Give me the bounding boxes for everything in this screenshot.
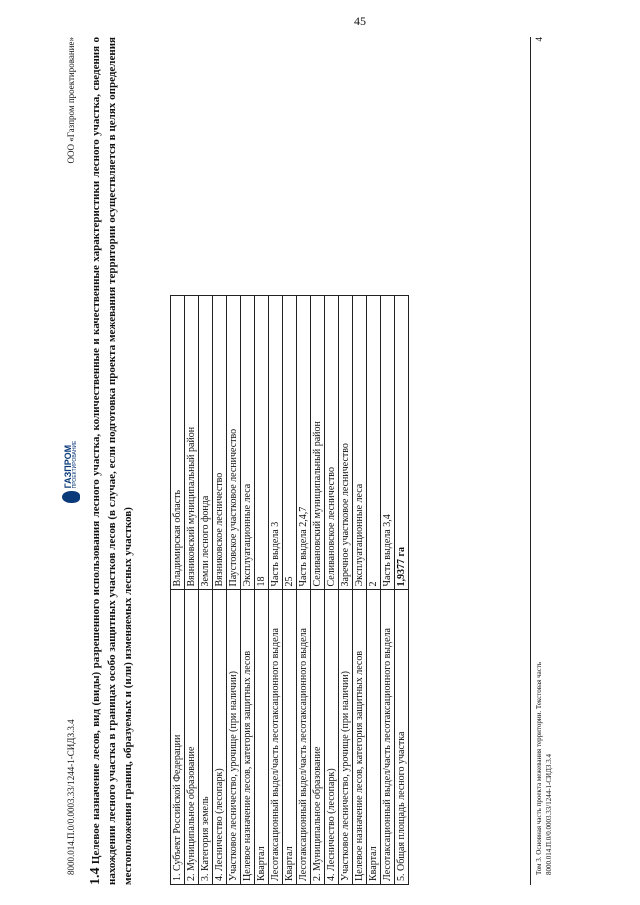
row-value: 25 — [283, 296, 297, 591]
row-value: Эксплуатационные леса — [241, 296, 255, 591]
logo-subtext: ПРОЕКТИРОВАНИЕ — [72, 440, 78, 489]
row-value: Вязниковский муниципальный район — [185, 296, 199, 591]
table-row — [213, 296, 227, 885]
row-label: Лесотаксационный выдел/часть лесотаксационного выдела — [269, 590, 283, 885]
doc-code: 8000.014.П.0/0.0003.33/1244-1-СИДЗ.3.4 — [66, 719, 76, 875]
row-label: 4. Лесничество (лесопарк) — [325, 590, 339, 885]
row-label: Лесотаксационный выдел/часть лесотаксационного выдела — [381, 590, 395, 885]
logo-text: ГАЗПРОМ — [63, 444, 73, 489]
row-label: 2. Муниципальное образование — [185, 590, 199, 885]
section-number: 1.4 — [88, 867, 103, 885]
table-row — [395, 296, 409, 885]
table-row — [227, 296, 241, 885]
footer-divider — [530, 37, 531, 885]
table-row — [339, 296, 353, 885]
row-label: Квартал — [255, 590, 269, 885]
table-row — [297, 296, 311, 885]
section-heading — [88, 37, 136, 885]
sheet-number: 4 — [534, 37, 544, 42]
row-value: Вязниковское лесничество — [213, 296, 227, 591]
row-label: 4. Лесничество (лесопарк) — [213, 590, 227, 885]
row-label: Лесотаксационный выдел/часть лесотаксационного выдела — [297, 590, 311, 885]
table-row — [311, 296, 325, 885]
row-value: Владимирская область — [171, 296, 185, 591]
table-row — [171, 296, 185, 885]
row-value: Селивановское лесничество — [325, 296, 339, 591]
section-text: Целевое назначение лесов, вид (виды) разрешенного использования лесного участка, количественные и качественные характеристики лесного участка, сведения о нахождении лесного участка в границах особо защитных участков лесов (в случае, если подготовка проекта межевания территории осуществляется в целях определения местоположения границ, образуемых и (или) изменяемых лесных участков) — [90, 37, 134, 885]
row-value: Часть выдела 2,4,7 — [297, 296, 311, 591]
row-label: Целевое назначение лесов, категория защитных лесов — [353, 590, 367, 885]
row-label: Участковое лесничество, урочище (при наличии) — [227, 590, 241, 885]
row-label: Участковое лесничество, урочище (при наличии) — [339, 590, 353, 885]
page-header — [60, 37, 82, 885]
row-value: 18 — [255, 296, 269, 591]
row-value: Часть выдела 3 — [269, 296, 283, 591]
row-label: 5. Общая площадь лесного участка — [395, 590, 409, 885]
table-row — [185, 296, 199, 885]
row-value: Заречное участковое лесничество — [339, 296, 353, 591]
row-value: 2 — [367, 296, 381, 591]
table-row — [325, 296, 339, 885]
table-row — [353, 296, 367, 885]
footer-volume: Том 3. Основная часть проекта межевания территории. Текстовая часть — [535, 661, 543, 875]
row-label: 3. Категория земель — [199, 590, 213, 885]
row-label: 1. Субъект Российской Федерации — [171, 590, 185, 885]
gazprom-logo — [60, 437, 82, 507]
row-value: Эксплуатационные леса — [353, 296, 367, 591]
row-label: 2. Муниципальное образование — [311, 590, 325, 885]
table-row — [283, 296, 297, 885]
table-row — [241, 296, 255, 885]
rotated-page — [60, 37, 582, 885]
table-row — [367, 296, 381, 885]
flame-icon — [62, 491, 80, 503]
company-name: ООО «Газпром проектирование» — [66, 37, 76, 164]
forest-plot-table — [170, 295, 409, 885]
page-number: 45 — [354, 14, 366, 28]
row-value: Часть выдела 3,4 — [381, 296, 395, 591]
page-footer — [530, 37, 570, 885]
footer-doc-code: 8000.014.П.0/0.0003.33/1244-1-СИДЗ.3.4 — [545, 753, 553, 875]
row-value: Селивановский муниципальный район — [311, 296, 325, 591]
row-label: Квартал — [367, 590, 381, 885]
row-value: 1,9377 га — [395, 296, 409, 591]
row-label: Квартал — [283, 590, 297, 885]
table-row — [255, 296, 269, 885]
row-value: Земли лесного фонда — [199, 296, 213, 591]
row-label: Целевое назначение лесов, категория защитных лесов — [241, 590, 255, 885]
table-row — [269, 296, 283, 885]
table-row — [199, 296, 213, 885]
table-row — [381, 296, 395, 885]
row-value: Паустовское участковое лесничество — [227, 296, 241, 591]
